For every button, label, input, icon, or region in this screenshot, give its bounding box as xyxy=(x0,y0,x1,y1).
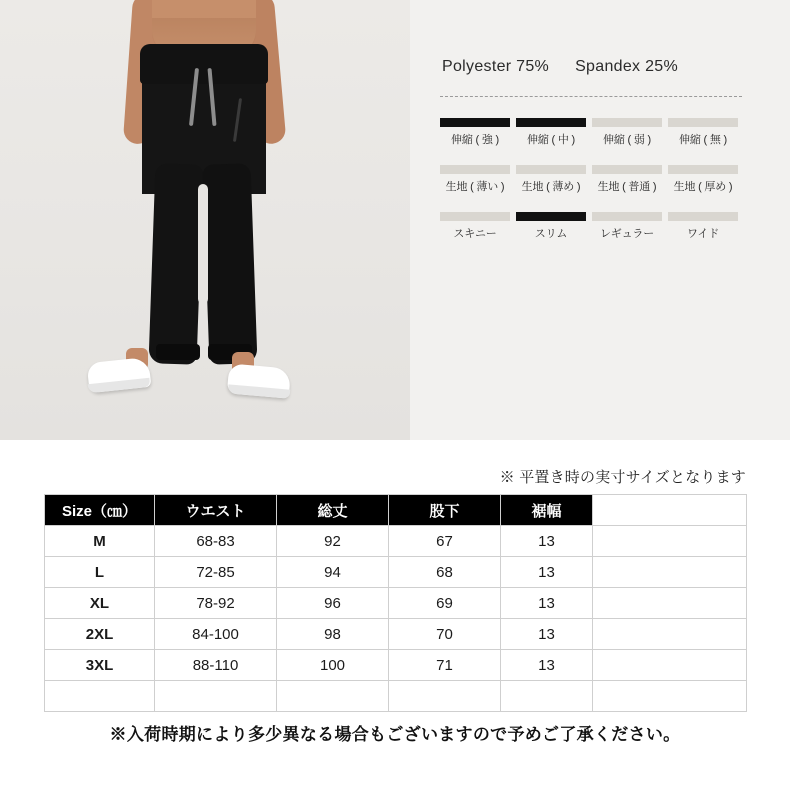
fit-wide-label: ワイド xyxy=(686,228,720,240)
product-photo xyxy=(0,0,410,440)
stretch-none-bar xyxy=(668,118,738,127)
pants-cuff-left xyxy=(156,344,200,360)
spec-bars xyxy=(440,118,748,245)
cell-waist: 78-92 xyxy=(155,588,277,619)
cell-inseam: 67 xyxy=(389,526,501,557)
cell-spare xyxy=(593,557,747,588)
pants-leg-right xyxy=(203,163,258,365)
header-waist: ウエスト xyxy=(155,495,277,526)
fit-skinny-label: スキニー xyxy=(453,228,497,240)
dashed-divider xyxy=(440,96,742,97)
cell-inseam: 69 xyxy=(389,588,501,619)
cell-spare xyxy=(593,619,747,650)
fit-regular-bar xyxy=(592,212,662,221)
size-table xyxy=(44,494,747,712)
cell-total-length: 92 xyxy=(277,526,389,557)
size-table-section xyxy=(0,440,790,790)
fit-wide xyxy=(668,212,738,241)
cell-hem-width xyxy=(501,681,593,712)
cell-total-length: 94 xyxy=(277,557,389,588)
thickness-thinnish xyxy=(516,165,586,194)
bar-row-spacer-1 xyxy=(440,151,748,165)
thickness-thick xyxy=(668,165,738,194)
thickness-bar-row xyxy=(440,165,748,194)
size-table-note-bottom: ※入荷時期により多少異なる場合もございますので予めご了承ください。 xyxy=(109,725,681,744)
cell-size: 3XL xyxy=(45,650,155,681)
cell-spare xyxy=(593,588,747,619)
thickness-normal-bar xyxy=(592,165,662,174)
pants-leg-left xyxy=(149,163,204,365)
pants-leg-gap xyxy=(198,184,208,304)
cell-hem-width: 13 xyxy=(501,588,593,619)
cell-size: M xyxy=(45,526,155,557)
table-row xyxy=(45,650,747,681)
table-row xyxy=(45,588,747,619)
size-table-note-top: ※ 平置き時の実寸サイズとなります xyxy=(499,469,746,486)
cell-waist: 84-100 xyxy=(155,619,277,650)
fit-slim-bar xyxy=(516,212,586,221)
header-spare xyxy=(593,495,747,526)
thickness-thin xyxy=(440,165,510,194)
fit-skinny-bar xyxy=(440,212,510,221)
cell-hem-width: 13 xyxy=(501,650,593,681)
cell-spare xyxy=(593,681,747,712)
material-polyester: Polyester 75% xyxy=(442,58,550,75)
cell-size xyxy=(45,681,155,712)
fit-slim-label: スリム xyxy=(534,228,568,240)
header-inseam: 股下 xyxy=(389,495,501,526)
stretch-weak xyxy=(592,118,662,147)
cell-waist xyxy=(155,681,277,712)
cell-spare xyxy=(593,650,747,681)
cell-hem-width: 13 xyxy=(501,526,593,557)
thickness-thick-label: 生地 ( 厚め ) xyxy=(673,181,733,193)
fit-regular xyxy=(592,212,662,241)
stretch-bar-row xyxy=(440,118,748,147)
stretch-weak-bar xyxy=(592,118,662,127)
table-row xyxy=(45,526,747,557)
pants-waistband xyxy=(140,44,268,84)
stretch-strong-bar xyxy=(440,118,510,127)
cell-size: 2XL xyxy=(45,619,155,650)
cell-total-length: 96 xyxy=(277,588,389,619)
thickness-normal xyxy=(592,165,662,194)
stretch-none-label: 伸縮 ( 無 ) xyxy=(679,134,727,146)
cell-inseam xyxy=(389,681,501,712)
fit-regular-label: レギュラー xyxy=(600,228,654,240)
header-total-length: 総丈 xyxy=(277,495,389,526)
cell-total-length: 100 xyxy=(277,650,389,681)
cell-size: L xyxy=(45,557,155,588)
thickness-thick-bar xyxy=(668,165,738,174)
thickness-thinnish-label: 生地 ( 薄め ) xyxy=(521,181,581,193)
fit-slim xyxy=(516,212,586,241)
stretch-medium-bar xyxy=(516,118,586,127)
stretch-strong xyxy=(440,118,510,147)
cell-spare xyxy=(593,526,747,557)
thickness-thin-bar xyxy=(440,165,510,174)
header-hem-width: 裾幅 xyxy=(501,495,593,526)
table-row xyxy=(45,619,747,650)
material-composition xyxy=(442,58,742,76)
fit-wide-bar xyxy=(668,212,738,221)
cell-waist: 68-83 xyxy=(155,526,277,557)
cell-inseam: 71 xyxy=(389,650,501,681)
stretch-medium xyxy=(516,118,586,147)
cell-waist: 88-110 xyxy=(155,650,277,681)
cell-total-length: 98 xyxy=(277,619,389,650)
thickness-thin-label: 生地 ( 薄い ) xyxy=(445,181,505,193)
table-row-empty xyxy=(45,681,747,712)
thickness-thinnish-bar xyxy=(516,165,586,174)
thickness-normal-label: 生地 ( 普通 ) xyxy=(597,181,657,193)
stretch-weak-label: 伸縮 ( 弱 ) xyxy=(603,134,651,146)
cell-waist: 72-85 xyxy=(155,557,277,588)
stretch-medium-label: 伸縮 ( 中 ) xyxy=(527,134,575,146)
cell-inseam: 70 xyxy=(389,619,501,650)
cell-hem-width: 13 xyxy=(501,557,593,588)
cell-hem-width: 13 xyxy=(501,619,593,650)
table-row xyxy=(45,557,747,588)
product-pants xyxy=(140,44,268,354)
fit-bar-row xyxy=(440,212,748,241)
stretch-strong-label: 伸縮 ( 強 ) xyxy=(451,134,499,146)
stretch-none xyxy=(668,118,738,147)
material-spandex: Spandex 25% xyxy=(575,58,679,75)
header-size: Size（㎝） xyxy=(45,495,155,526)
cell-size: XL xyxy=(45,588,155,619)
spec-panel xyxy=(410,0,790,440)
table-header-row xyxy=(45,495,747,526)
cell-total-length xyxy=(277,681,389,712)
fit-skinny xyxy=(440,212,510,241)
cell-inseam: 68 xyxy=(389,557,501,588)
bar-row-spacer-2 xyxy=(440,198,748,212)
